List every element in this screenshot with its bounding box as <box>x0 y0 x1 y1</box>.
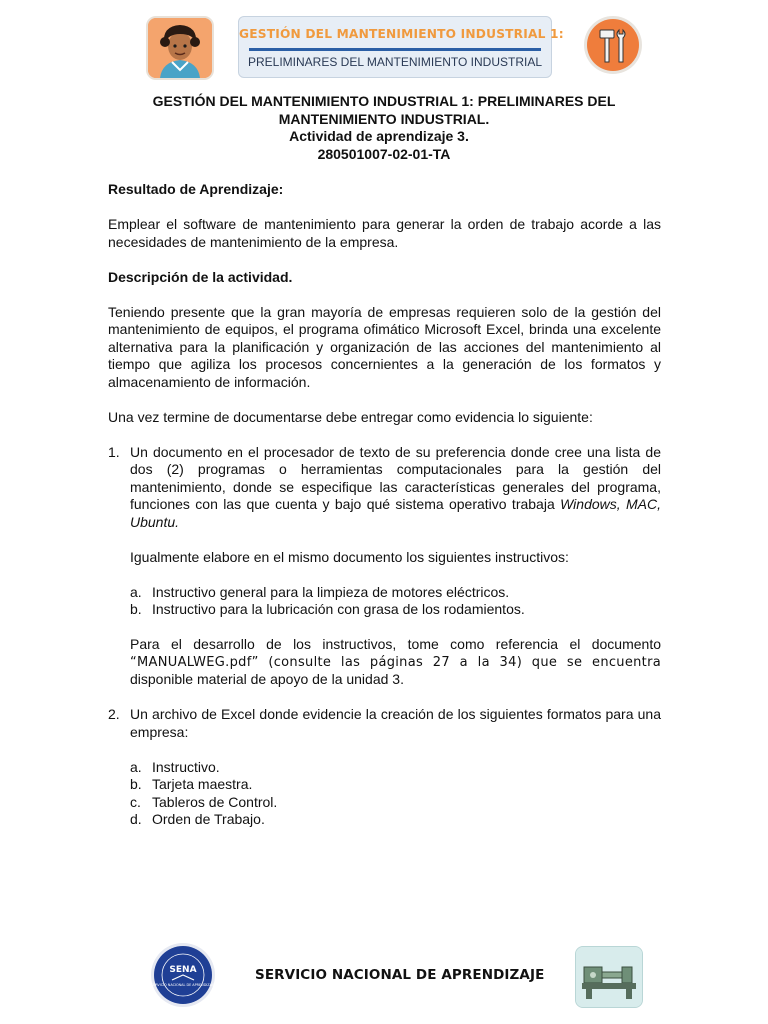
course-banner <box>238 16 564 78</box>
item1-sub-intro: Igualmente elabore en el mismo documento los siguientes instructivos: <box>130 548 569 565</box>
svg-text:SENA: SENA <box>169 965 197 975</box>
document-title <box>0 93 768 163</box>
list-item-1 <box>108 444 661 689</box>
activity-label: Actividad de aprendizaje 3. <box>289 128 469 144</box>
descripcion-text: Teniendo presente que la gran mayoría de empresas requieren solo de la gestión del mantenimiento de equipos, el programa ofimático Microsoft Excel, brinda una excelente alternativa para la planificación y organización de las acciones del mantenimiento al tiempo que agiliza los procesos concernientes a la generación de los formatos y almacenamiento de información. <box>108 303 661 390</box>
lathe-machine-icon <box>575 946 643 1008</box>
list-item-number: 1. <box>108 443 120 460</box>
list-item: d. Orden de Trabajo. <box>130 811 265 827</box>
descripcion-heading: Descripción de la actividad. <box>108 268 293 285</box>
list-item: b. Instructivo para la lubricación con grasa de los rodamientos. <box>130 601 525 617</box>
list-item: b. Tarjeta maestra. <box>130 776 253 792</box>
title-line-2: MANTENIMIENTO INDUSTRIAL. <box>278 110 490 127</box>
list-item-number: 2. <box>108 706 120 722</box>
page-header <box>0 12 768 78</box>
footer-institution-name: SERVICIO NACIONAL DE APRENDIZAJE <box>255 967 545 983</box>
title-line-1: GESTIÓN DEL MANTENIMIENTO INDUSTRIAL 1: PRELIMINARES DEL <box>152 93 616 109</box>
resultado-text: Emplear el software de mantenimiento para generar la orden de trabajo acorde a las necesidades de mantenimiento de la empresa. <box>108 216 661 250</box>
item1-os: Windows, MAC, Ubuntu. <box>130 496 662 530</box>
item1-text: Un documento en el procesador de texto de su preferencia donde cree una lista de dos (2) programas o herramientas computacionales para la gestión del mantenimiento, donde se especifique las características generales del programa, funciones con las que cuenta y bajo qué sistema operativo trabaja Windows, MAC, Ubuntu. <box>130 443 662 530</box>
resultado-heading: Resultado de Aprendizaje: <box>108 181 284 197</box>
student-avatar-icon <box>146 16 214 80</box>
item1-ref-line-a: Para el desarrollo de los instructivos, tome como referencia el documento <box>130 636 661 652</box>
page-footer <box>0 940 768 1012</box>
item1-ref-line-b: “MANUALWEG.pdf” (consulte las páginas 27 a la 34) que se encuentra <box>130 654 661 670</box>
sena-logo-icon <box>150 942 216 1008</box>
item2-text: Un archivo de Excel donde evidencie la creación de los siguientes formatos para una empresa: <box>130 706 661 740</box>
item1-ref-line-c: disponible material de apoyo de la unidad 3. <box>130 671 404 687</box>
list-item: a. Instructivo. <box>130 758 220 775</box>
document-body <box>108 181 661 829</box>
banner-subtitle: PRELIMINARES DEL MANTENIMIENTO INDUSTRIAL <box>247 55 543 69</box>
svg-text:SERVICIO NACIONAL DE APRENDIZA: SERVICIO NACIONAL DE APRENDIZAJE <box>150 983 216 987</box>
banner-divider <box>249 48 541 51</box>
banner-title: GESTIÓN DEL MANTENIMIENTO INDUSTRIAL 1: <box>239 27 564 41</box>
list-item-2 <box>108 706 661 829</box>
evidence-intro: Una vez termine de documentarse debe entregar como evidencia lo siguiente: <box>108 408 593 425</box>
list-item: c. Tableros de Control. <box>130 793 278 810</box>
activity-code: 280501007-02-01-TA <box>317 145 451 162</box>
tools-icon <box>582 14 644 76</box>
list-item: a. Instructivo general para la limpieza de motores eléctricos. <box>130 583 510 600</box>
